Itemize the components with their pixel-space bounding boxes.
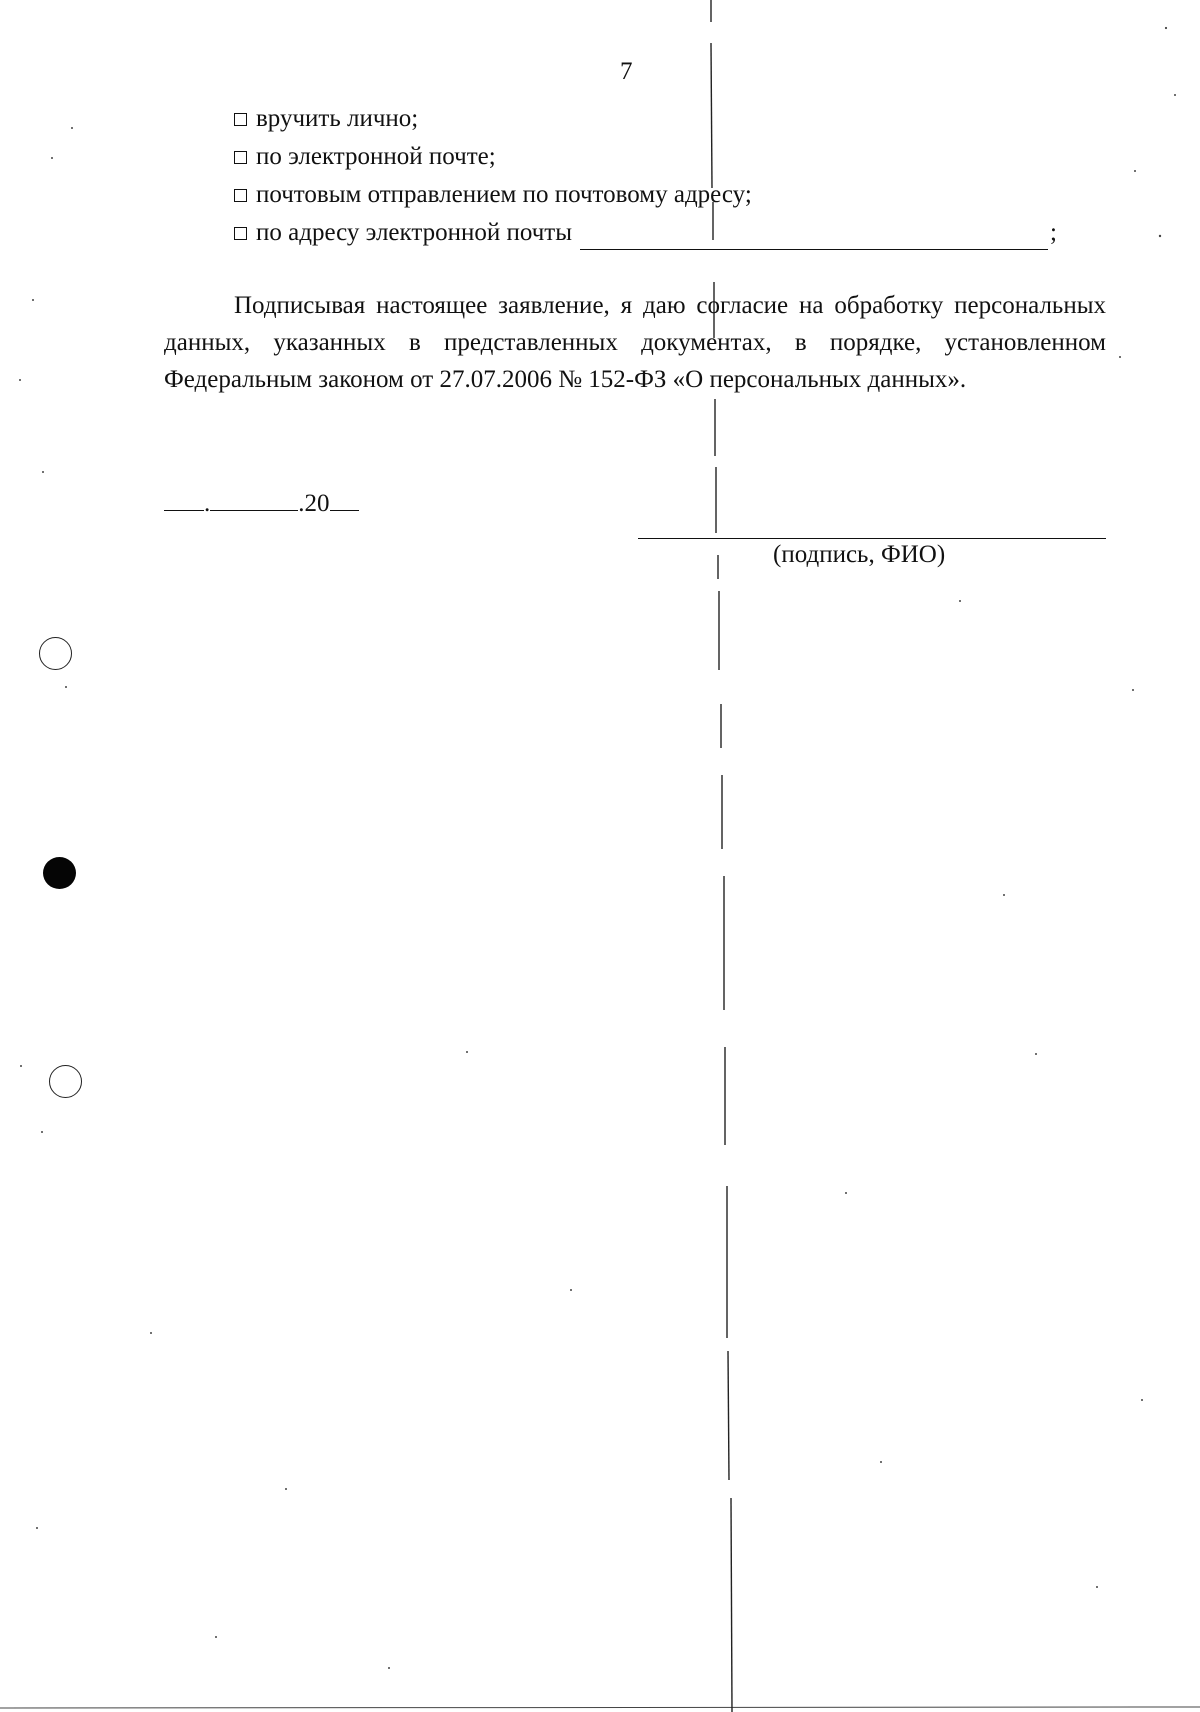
date-separator: .: [204, 490, 211, 517]
punch-hole-icon: [49, 1065, 82, 1098]
year-prefix: .20: [298, 490, 330, 517]
checkbox-icon[interactable]: [234, 151, 247, 164]
delivery-option-label: вручить лично;: [256, 105, 419, 132]
delivery-options: [234, 100, 1094, 252]
signature-caption: (подпись, ФИО): [773, 541, 946, 568]
delivery-option-postal[interactable]: [234, 176, 1094, 214]
year-blank[interactable]: [330, 489, 359, 511]
month-blank[interactable]: [210, 489, 298, 511]
consent-paragraph: Подписывая настоящее заявление, я даю согласие на обработку персональных данных, указанных в представленных документах, в порядке, установленном Федеральным законом от 27.07.2006 № 152-ФЗ «О персональных данных».: [164, 292, 1106, 393]
email-line-end: ;: [1050, 219, 1057, 246]
checkbox-icon[interactable]: [234, 227, 247, 240]
delivery-option-label: по адресу электронной почты: [256, 219, 572, 246]
delivery-option-label: почтовым отправлением по почтовому адресу;: [256, 181, 752, 208]
signature-line[interactable]: [638, 538, 1106, 539]
day-blank[interactable]: [164, 489, 204, 511]
page-number: 7: [620, 58, 633, 85]
checkbox-icon[interactable]: [234, 113, 247, 126]
date-field[interactable]: [164, 489, 359, 518]
delivery-option-label: по электронной почте;: [256, 143, 496, 170]
delivery-option-email-address[interactable]: [234, 214, 1094, 252]
punch-hole-icon: [39, 637, 72, 670]
delivery-option-in-person[interactable]: [234, 100, 1094, 138]
punch-hole-filled-icon: [43, 857, 76, 889]
delivery-option-email[interactable]: [234, 138, 1094, 176]
email-address-field[interactable]: [580, 229, 1048, 250]
checkbox-icon[interactable]: [234, 189, 247, 202]
